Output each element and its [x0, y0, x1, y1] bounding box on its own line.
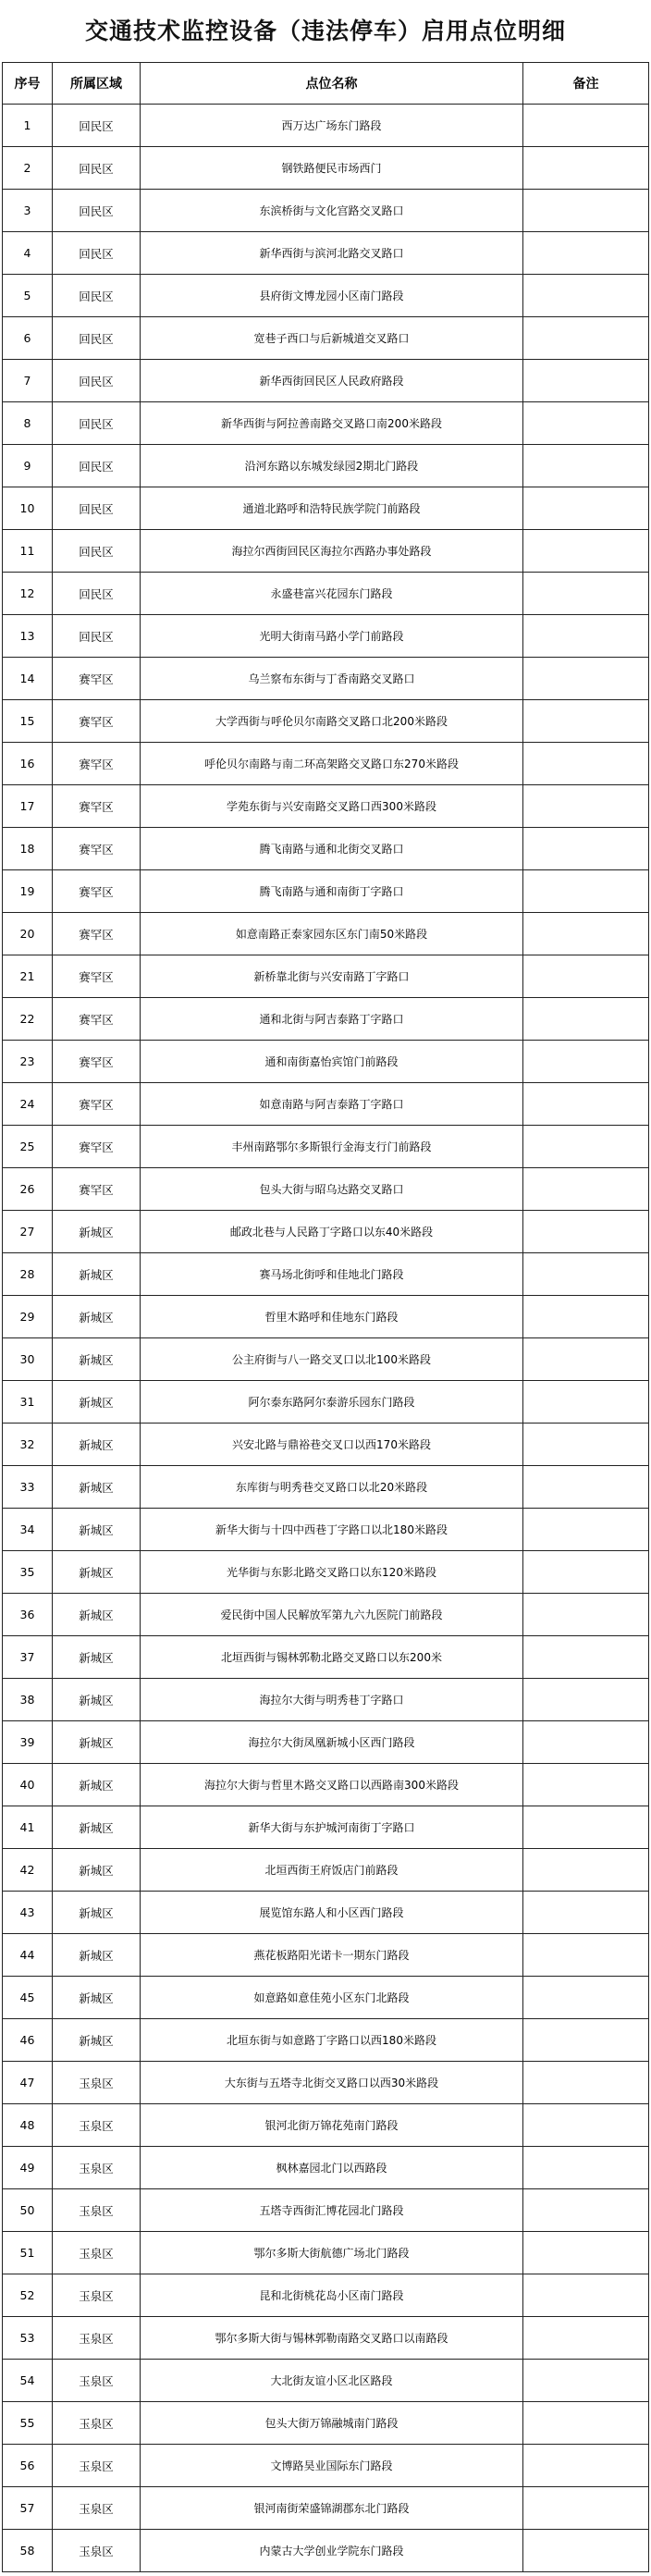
row-location: 呼伦贝尔南路与南二环高架路交叉路口东270米路段	[141, 743, 523, 785]
table-row	[3, 700, 649, 743]
row-note	[523, 1594, 649, 1636]
row-index: 54	[3, 2360, 53, 2402]
row-note	[523, 360, 649, 402]
table-row	[3, 1806, 649, 1849]
table-row	[3, 1211, 649, 1253]
header-district: 所属区域	[53, 63, 141, 105]
header-index: 序号	[3, 63, 53, 105]
row-note	[523, 1849, 649, 1892]
row-index: 58	[3, 2530, 53, 2572]
row-note	[523, 1806, 649, 1849]
table-row	[3, 2189, 649, 2232]
row-note	[523, 743, 649, 785]
table-row	[3, 232, 649, 275]
row-location: 新桥靠北街与兴安南路丁字路口	[141, 955, 523, 998]
row-note	[523, 190, 649, 232]
row-district: 赛罕区	[53, 828, 141, 870]
row-district: 玉泉区	[53, 2487, 141, 2530]
table-body	[3, 105, 649, 2572]
row-note	[523, 147, 649, 190]
row-location: 新华西街与阿拉善南路交叉路口南200米路段	[141, 402, 523, 445]
row-district: 新城区	[53, 1849, 141, 1892]
row-district: 新城区	[53, 1594, 141, 1636]
row-location: 包头大街与昭乌达路交叉路口	[141, 1168, 523, 1211]
row-location: 银河北街万锦花苑南门路段	[141, 2104, 523, 2147]
row-district: 回民区	[53, 360, 141, 402]
row-index: 50	[3, 2189, 53, 2232]
table-row	[3, 530, 649, 573]
row-district: 新城区	[53, 1466, 141, 1509]
row-location: 文博路昊业国际东门路段	[141, 2445, 523, 2487]
row-location: 通和南街嘉怡宾馆门前路段	[141, 1041, 523, 1083]
table-row	[3, 615, 649, 658]
table-header-row	[3, 63, 649, 105]
row-location: 兴安北路与鼎裕巷交叉口以西170米路段	[141, 1424, 523, 1466]
row-note	[523, 275, 649, 317]
table-row	[3, 1849, 649, 1892]
row-district: 玉泉区	[53, 2530, 141, 2572]
row-district: 赛罕区	[53, 1041, 141, 1083]
row-index: 34	[3, 1509, 53, 1551]
row-index: 14	[3, 658, 53, 700]
table-row	[3, 1253, 649, 1296]
table-row	[3, 1168, 649, 1211]
row-index: 23	[3, 1041, 53, 1083]
table-row	[3, 2147, 649, 2189]
table-row	[3, 1892, 649, 1934]
row-district: 新城区	[53, 1806, 141, 1849]
row-district: 赛罕区	[53, 1126, 141, 1168]
row-district: 赛罕区	[53, 743, 141, 785]
row-index: 57	[3, 2487, 53, 2530]
row-note	[523, 530, 649, 573]
row-note	[523, 1551, 649, 1594]
row-location: 鄂尔多斯大街与锡林郭勒南路交叉路口以南路段	[141, 2317, 523, 2360]
row-location: 如意南路正泰家园东区东门南50米路段	[141, 913, 523, 955]
row-note	[523, 2062, 649, 2104]
row-index: 19	[3, 870, 53, 913]
row-district: 回民区	[53, 615, 141, 658]
row-index: 43	[3, 1892, 53, 1934]
row-note	[523, 1679, 649, 1721]
row-location: 海拉尔大街与哲里木路交叉路口以西路南300米路段	[141, 1764, 523, 1806]
row-district: 新城区	[53, 1509, 141, 1551]
row-note	[523, 232, 649, 275]
row-index: 53	[3, 2317, 53, 2360]
row-location: 海拉尔大街与明秀巷丁字路口	[141, 1679, 523, 1721]
row-district: 赛罕区	[53, 913, 141, 955]
row-district: 回民区	[53, 402, 141, 445]
table-row	[3, 2402, 649, 2445]
row-index: 2	[3, 147, 53, 190]
table-row	[3, 2317, 649, 2360]
row-location: 县府街文博龙园小区南门路段	[141, 275, 523, 317]
table-row	[3, 445, 649, 487]
row-index: 13	[3, 615, 53, 658]
row-district: 回民区	[53, 573, 141, 615]
table-row	[3, 487, 649, 530]
row-location: 海拉尔大街凤凰新城小区西门路段	[141, 1721, 523, 1764]
row-location: 乌兰察布东街与丁香南路交叉路口	[141, 658, 523, 700]
row-index: 12	[3, 573, 53, 615]
table-row	[3, 1083, 649, 1126]
row-index: 29	[3, 1296, 53, 1338]
row-district: 赛罕区	[53, 658, 141, 700]
row-district: 新城区	[53, 1934, 141, 1977]
row-index: 10	[3, 487, 53, 530]
row-index: 33	[3, 1466, 53, 1509]
table-row	[3, 785, 649, 828]
row-index: 45	[3, 1977, 53, 2019]
row-index: 1	[3, 105, 53, 147]
row-note	[523, 1509, 649, 1551]
row-location: 北垣西街王府饭店门前路段	[141, 1849, 523, 1892]
table-row	[3, 2487, 649, 2530]
row-index: 48	[3, 2104, 53, 2147]
row-index: 56	[3, 2445, 53, 2487]
row-district: 新城区	[53, 1636, 141, 1679]
row-location: 腾飞南路与通和北街交叉路口	[141, 828, 523, 870]
row-note	[523, 1381, 649, 1424]
row-note	[523, 615, 649, 658]
row-note	[523, 1168, 649, 1211]
row-index: 36	[3, 1594, 53, 1636]
row-index: 22	[3, 998, 53, 1041]
row-index: 41	[3, 1806, 53, 1849]
row-note	[523, 955, 649, 998]
table-row	[3, 1934, 649, 1977]
row-district: 玉泉区	[53, 2232, 141, 2274]
row-index: 38	[3, 1679, 53, 1721]
row-location: 钢铁路便民市场西门	[141, 147, 523, 190]
row-index: 16	[3, 743, 53, 785]
row-location: 新华西街回民区人民政府路段	[141, 360, 523, 402]
table-row	[3, 2232, 649, 2274]
row-location: 大北街友谊小区北区路段	[141, 2360, 523, 2402]
row-district: 新城区	[53, 1764, 141, 1806]
row-note	[523, 402, 649, 445]
row-note	[523, 1083, 649, 1126]
row-index: 27	[3, 1211, 53, 1253]
row-index: 18	[3, 828, 53, 870]
row-district: 回民区	[53, 317, 141, 360]
row-note	[523, 2487, 649, 2530]
table-row	[3, 2019, 649, 2062]
row-location: 腾飞南路与通和南街丁字路口	[141, 870, 523, 913]
row-location: 内蒙古大学创业学院东门路段	[141, 2530, 523, 2572]
row-district: 玉泉区	[53, 2360, 141, 2402]
row-district: 玉泉区	[53, 2274, 141, 2317]
row-location: 哲里木路呼和佳地东门路段	[141, 1296, 523, 1338]
row-district: 回民区	[53, 232, 141, 275]
row-note	[523, 2147, 649, 2189]
page-title: 交通技术监控设备（违法停车）启用点位明细	[84, 18, 566, 44]
table-row	[3, 1338, 649, 1381]
row-index: 21	[3, 955, 53, 998]
row-index: 25	[3, 1126, 53, 1168]
row-index: 46	[3, 2019, 53, 2062]
row-index: 9	[3, 445, 53, 487]
table-row	[3, 658, 649, 700]
table-row	[3, 147, 649, 190]
row-location: 通和北街与阿吉泰路丁字路口	[141, 998, 523, 1041]
row-location: 北垣西街与锡林郭勒北路交叉路口以东200米	[141, 1636, 523, 1679]
table-row	[3, 828, 649, 870]
row-index: 42	[3, 1849, 53, 1892]
table-row	[3, 870, 649, 913]
table-row	[3, 105, 649, 147]
row-district: 新城区	[53, 1424, 141, 1466]
row-note	[523, 573, 649, 615]
row-location: 五塔寺西街汇博花园北门路段	[141, 2189, 523, 2232]
table-row	[3, 998, 649, 1041]
row-note	[523, 1892, 649, 1934]
row-location: 公主府街与八一路交叉口以北100米路段	[141, 1338, 523, 1381]
row-district: 玉泉区	[53, 2317, 141, 2360]
table-row	[3, 2530, 649, 2572]
row-location: 展览馆东路人和小区西门路段	[141, 1892, 523, 1934]
row-location: 学苑东街与兴安南路交叉路口西300米路段	[141, 785, 523, 828]
row-note	[523, 317, 649, 360]
row-index: 31	[3, 1381, 53, 1424]
row-note	[523, 828, 649, 870]
row-district: 玉泉区	[53, 2189, 141, 2232]
row-index: 32	[3, 1424, 53, 1466]
table-row	[3, 360, 649, 402]
row-index: 15	[3, 700, 53, 743]
row-location: 光明大街南马路小学门前路段	[141, 615, 523, 658]
table-row	[3, 1381, 649, 1424]
row-index: 44	[3, 1934, 53, 1977]
row-note	[523, 1338, 649, 1381]
table-row	[3, 1977, 649, 2019]
table-row	[3, 913, 649, 955]
row-note	[523, 1636, 649, 1679]
row-location: 阿尔泰东路阿尔泰游乐园东门路段	[141, 1381, 523, 1424]
table-row	[3, 1594, 649, 1636]
table-row	[3, 402, 649, 445]
row-note	[523, 445, 649, 487]
table-row	[3, 2104, 649, 2147]
table-row	[3, 1721, 649, 1764]
row-note	[523, 2530, 649, 2572]
row-note	[523, 2232, 649, 2274]
row-note	[523, 2274, 649, 2317]
table-row	[3, 1679, 649, 1721]
row-note	[523, 2317, 649, 2360]
row-index: 47	[3, 2062, 53, 2104]
row-location: 沿河东路以东城发绿园2期北门路段	[141, 445, 523, 487]
row-location: 通道北路呼和浩特民族学院门前路段	[141, 487, 523, 530]
row-district: 回民区	[53, 530, 141, 573]
row-district: 回民区	[53, 275, 141, 317]
row-district: 新城区	[53, 1977, 141, 2019]
row-district: 新城区	[53, 1253, 141, 1296]
row-note	[523, 1466, 649, 1509]
row-district: 新城区	[53, 1892, 141, 1934]
table-row	[3, 955, 649, 998]
row-index: 24	[3, 1083, 53, 1126]
row-note	[523, 1934, 649, 1977]
table-row	[3, 1296, 649, 1338]
row-district: 新城区	[53, 1211, 141, 1253]
row-note	[523, 1041, 649, 1083]
row-index: 40	[3, 1764, 53, 1806]
table-row	[3, 317, 649, 360]
header-note: 备注	[523, 63, 649, 105]
row-location: 东库街与明秀巷交叉路口以北20米路段	[141, 1466, 523, 1509]
header-location: 点位名称	[141, 63, 523, 105]
row-note	[523, 1721, 649, 1764]
row-district: 赛罕区	[53, 1168, 141, 1211]
table-row	[3, 1551, 649, 1594]
row-index: 11	[3, 530, 53, 573]
row-district: 赛罕区	[53, 870, 141, 913]
row-index: 4	[3, 232, 53, 275]
row-index: 35	[3, 1551, 53, 1594]
row-district: 玉泉区	[53, 2445, 141, 2487]
row-district: 玉泉区	[53, 2402, 141, 2445]
row-location: 东滨桥街与文化宫路交叉路口	[141, 190, 523, 232]
row-index: 39	[3, 1721, 53, 1764]
row-district: 新城区	[53, 2019, 141, 2062]
row-note	[523, 2402, 649, 2445]
row-location: 银河南街荣盛锦湖郡东北门路段	[141, 2487, 523, 2530]
row-district: 回民区	[53, 190, 141, 232]
row-location: 赛马场北街呼和佳地北门路段	[141, 1253, 523, 1296]
row-index: 5	[3, 275, 53, 317]
table-row	[3, 1764, 649, 1806]
row-location: 如意南路与阿吉泰路丁字路口	[141, 1083, 523, 1126]
row-note	[523, 785, 649, 828]
row-note	[523, 913, 649, 955]
row-note	[523, 1764, 649, 1806]
row-note	[523, 1126, 649, 1168]
row-location: 枫林嘉园北门以西路段	[141, 2147, 523, 2189]
row-district: 新城区	[53, 1381, 141, 1424]
row-location: 包头大街万锦融城南门路段	[141, 2402, 523, 2445]
row-district: 新城区	[53, 1296, 141, 1338]
row-location: 西万达广场东门路段	[141, 105, 523, 147]
table-row	[3, 190, 649, 232]
row-district: 赛罕区	[53, 1083, 141, 1126]
row-district: 玉泉区	[53, 2147, 141, 2189]
table-row	[3, 1509, 649, 1551]
row-district: 新城区	[53, 1338, 141, 1381]
row-index: 30	[3, 1338, 53, 1381]
row-note	[523, 2104, 649, 2147]
row-district: 赛罕区	[53, 998, 141, 1041]
row-index: 28	[3, 1253, 53, 1296]
row-note	[523, 2189, 649, 2232]
row-index: 17	[3, 785, 53, 828]
table-row	[3, 1424, 649, 1466]
row-district: 新城区	[53, 1721, 141, 1764]
row-index: 49	[3, 2147, 53, 2189]
row-location: 永盛巷富兴花园东门路段	[141, 573, 523, 615]
row-district: 新城区	[53, 1551, 141, 1594]
row-note	[523, 998, 649, 1041]
row-note	[523, 700, 649, 743]
row-location: 丰州南路鄂尔多斯银行金海支行门前路段	[141, 1126, 523, 1168]
row-index: 51	[3, 2232, 53, 2274]
row-location: 大学西街与呼伦贝尔南路交叉路口北200米路段	[141, 700, 523, 743]
row-location: 大东街与五塔寺北街交叉路口以西30米路段	[141, 2062, 523, 2104]
row-note	[523, 2360, 649, 2402]
table-row	[3, 2360, 649, 2402]
row-district: 回民区	[53, 105, 141, 147]
row-location: 新华大街与东护城河南街丁字路口	[141, 1806, 523, 1849]
table-row	[3, 2062, 649, 2104]
row-district: 玉泉区	[53, 2062, 141, 2104]
row-location: 新华大街与十四中西巷丁字路口以北180米路段	[141, 1509, 523, 1551]
table-row	[3, 743, 649, 785]
row-note	[523, 658, 649, 700]
row-index: 8	[3, 402, 53, 445]
row-note	[523, 1424, 649, 1466]
row-note	[523, 2019, 649, 2062]
row-district: 玉泉区	[53, 2104, 141, 2147]
row-location: 北垣东街与如意路丁字路口以西180米路段	[141, 2019, 523, 2062]
row-location: 如意路如意佳苑小区东门北路段	[141, 1977, 523, 2019]
row-district: 回民区	[53, 487, 141, 530]
row-note	[523, 2445, 649, 2487]
row-location: 爱民街中国人民解放军第九六九医院门前路段	[141, 1594, 523, 1636]
table-row	[3, 1466, 649, 1509]
row-note	[523, 1253, 649, 1296]
row-note	[523, 1296, 649, 1338]
row-location: 宽巷子西口与后新城道交叉路口	[141, 317, 523, 360]
row-note	[523, 1211, 649, 1253]
row-note	[523, 105, 649, 147]
row-district: 赛罕区	[53, 785, 141, 828]
row-index: 20	[3, 913, 53, 955]
row-index: 52	[3, 2274, 53, 2317]
row-district: 赛罕区	[53, 700, 141, 743]
row-index: 3	[3, 190, 53, 232]
row-location: 海拉尔西街回民区海拉尔西路办事处路段	[141, 530, 523, 573]
table-row	[3, 1041, 649, 1083]
table-row	[3, 1636, 649, 1679]
table-row	[3, 1126, 649, 1168]
row-index: 37	[3, 1636, 53, 1679]
row-district: 新城区	[53, 1679, 141, 1721]
row-location: 新华西街与滨河北路交叉路口	[141, 232, 523, 275]
row-index: 7	[3, 360, 53, 402]
row-location: 光华街与东影北路交叉路口以东120米路段	[141, 1551, 523, 1594]
row-note	[523, 1977, 649, 2019]
row-index: 6	[3, 317, 53, 360]
row-note	[523, 487, 649, 530]
location-table	[2, 62, 649, 2572]
row-district: 赛罕区	[53, 955, 141, 998]
table-row	[3, 2445, 649, 2487]
row-location: 昆和北街桃花岛小区南门路段	[141, 2274, 523, 2317]
row-district: 回民区	[53, 445, 141, 487]
table-row	[3, 275, 649, 317]
table-row	[3, 573, 649, 615]
row-location: 邮政北巷与人民路丁字路口以东40米路段	[141, 1211, 523, 1253]
row-index: 55	[3, 2402, 53, 2445]
row-location: 鄂尔多斯大街航德广场北门路段	[141, 2232, 523, 2274]
row-location: 燕花板路阳光诺卡一期东门路段	[141, 1934, 523, 1977]
table-row	[3, 2274, 649, 2317]
row-index: 26	[3, 1168, 53, 1211]
row-district: 回民区	[53, 147, 141, 190]
row-note	[523, 870, 649, 913]
